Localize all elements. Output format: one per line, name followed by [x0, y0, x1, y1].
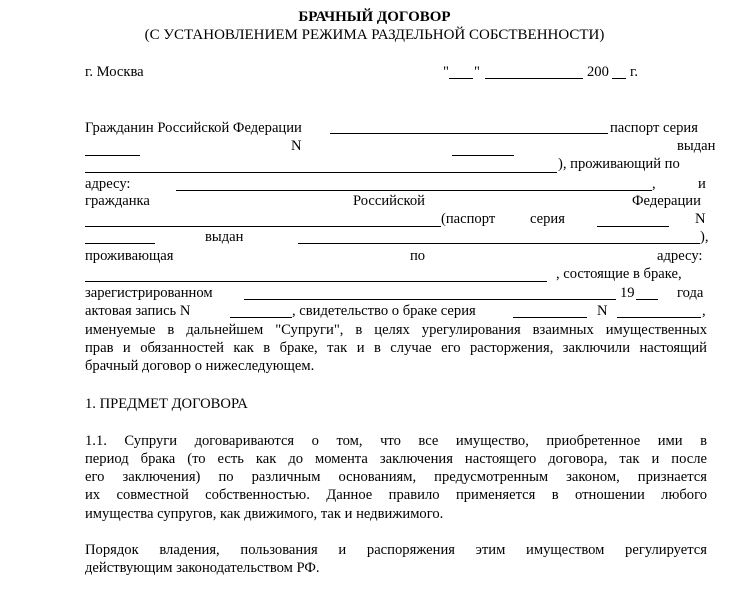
city-label: г. Москва: [85, 64, 144, 80]
wife-issued-label: выдан: [205, 229, 244, 245]
year-label: года: [677, 285, 704, 301]
issued-label: выдан: [677, 138, 716, 154]
preamble-line-12: именуемые в дальнейшем "Супруги", в целях урегулирования взаимных имущественных: [85, 322, 707, 338]
preamble-line-13: прав и обязанностей как в браке, так и в случае его расторжения, заключили настоящий: [85, 340, 707, 356]
record-label: актовая запись N: [85, 303, 191, 319]
husband-name-blank: [330, 133, 608, 134]
year-prefix: 200: [587, 64, 609, 80]
federation-label: Федерации: [632, 193, 701, 209]
wife-n-label: N: [695, 211, 706, 227]
married-label: , состоящие в браке,: [556, 266, 682, 282]
nineteen-prefix: 19: [620, 285, 635, 301]
wife-address-blank: [85, 281, 547, 282]
passport-number-blank: [452, 155, 514, 156]
date-quote-close: ": [474, 64, 480, 80]
year-blank: [612, 78, 626, 79]
registered-label: зарегистрированном: [85, 285, 213, 301]
certificate-comma: ,: [702, 303, 706, 319]
preamble-line-14: брачный договор о нижеследующем.: [85, 358, 315, 374]
po-label: по: [410, 248, 426, 264]
address-label: адресу:: [85, 176, 131, 192]
certificate-n-label: N: [597, 303, 608, 319]
address-comma: ,: [652, 176, 656, 192]
wife-name-blank: [85, 226, 441, 227]
residing-female-label: проживающая: [85, 248, 174, 264]
section-1-2-line-1: Порядок владения, пользования и распоряжения этим имуществом регулируется: [85, 542, 707, 558]
husband-address-blank: [176, 190, 652, 191]
marriage-year-blank: [636, 299, 658, 300]
section-1-1-line-1: 1.1. Супруги договариваются о том, что все имущество, приобретенное ими в: [85, 433, 707, 449]
section-1-1-line-2: период брака (то есть как до момента заключения настоящего договора, так и после: [85, 451, 707, 467]
and-label: и: [698, 176, 706, 192]
date-quote-open: ": [443, 64, 449, 80]
wife-issued-by-blank: [298, 243, 700, 244]
passport-n-label: N: [291, 138, 302, 154]
russian-label: Российской: [353, 193, 425, 209]
residing-label: ), проживающий по: [558, 156, 680, 172]
certificate-label: , свидетельство о браке серия: [292, 303, 476, 319]
section-1-1-line-4: их совместной собственностью. Данное правило применяется в отношении любого: [85, 487, 707, 503]
citizen-female-label: гражданка: [85, 193, 150, 209]
wife-address-label: адресу:: [657, 248, 703, 264]
document-subtitle: (С УСТАНОВЛЕНИЕМ РЕЖИМА РАЗДЕЛЬНОЙ СОБСТВЕННОСТИ): [144, 27, 605, 43]
month-blank: [485, 78, 583, 79]
certificate-series-blank: [513, 317, 587, 318]
wife-series-blank: [597, 226, 669, 227]
section-1-2-line-2: действующим законодательством РФ.: [85, 560, 320, 576]
section-1-heading: 1. ПРЕДМЕТ ДОГОВОРА: [85, 396, 248, 412]
citizen-label: Гражданин Российской Федерации: [85, 120, 302, 136]
record-number-blank: [230, 317, 292, 318]
issued-by-blank: [85, 172, 557, 173]
wife-series-label: серия: [530, 211, 565, 227]
wife-passport-number-blank: [85, 243, 155, 244]
day-blank: [449, 78, 473, 79]
document-title: БРАЧНЫЙ ДОГОВОР: [298, 9, 451, 25]
passport-series-label: паспорт серия: [610, 120, 698, 136]
registry-office-blank: [244, 299, 616, 300]
passport-series-blank: [85, 155, 140, 156]
section-1-1-line-5: имущества супругов, как движимого, так и недвижимого.: [85, 506, 444, 522]
certificate-number-blank: [617, 317, 701, 318]
year-suffix: г.: [630, 64, 638, 80]
section-1-1-line-3: его заключения) по различным основаниям, предусмотренным законом, признается: [85, 469, 707, 485]
wife-issued-close: ),: [700, 229, 709, 245]
wife-passport-label: (паспорт: [441, 211, 496, 227]
